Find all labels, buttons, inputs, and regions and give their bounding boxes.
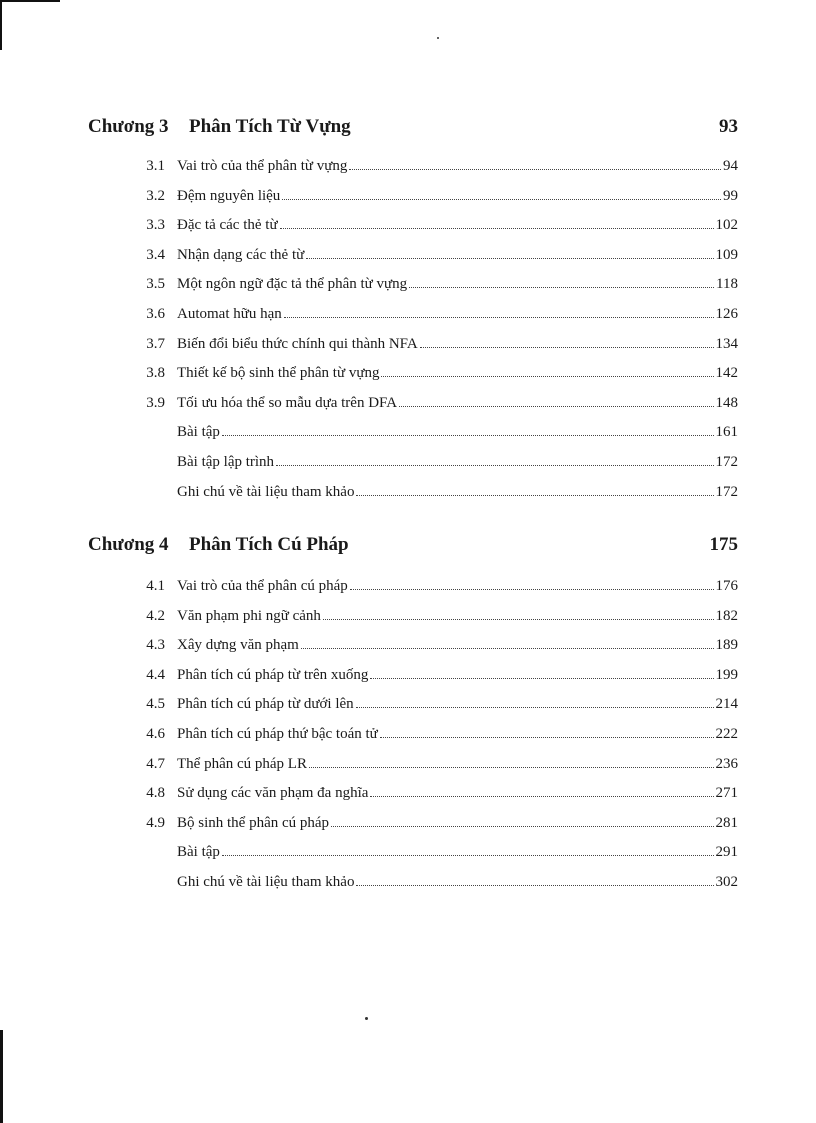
entry-number: 4.7: [146, 755, 165, 772]
dot-leader: [282, 199, 721, 200]
entry-title: Vai trò của thể phân từ vựng: [177, 158, 348, 174]
entry-page-number: 199: [715, 666, 738, 683]
entry-title: Phân tích cú pháp thứ bậc toán tử: [177, 725, 378, 742]
dot-leader: [309, 767, 714, 768]
entry-number: 3.8: [146, 365, 165, 382]
dot-leader: [356, 495, 713, 496]
entry-page-number: 176: [715, 578, 738, 594]
entry-title: Ghi chú về tài liệu tham khảo: [177, 873, 355, 890]
entry-title: Đặc tả các thẻ từ: [177, 217, 278, 234]
entry-page-number: 134: [715, 335, 738, 352]
entry-page-number: 126: [715, 305, 738, 322]
toc-entry-list: [88, 158, 738, 513]
chapter-title: Phân Tích Cú Pháp: [189, 534, 349, 555]
entry-title: Bộ sinh thể phân cú pháp: [177, 814, 330, 831]
entry-page-number: 172: [715, 453, 738, 470]
dot-leader: [276, 465, 713, 466]
entry-page-number: 189: [715, 637, 738, 654]
entry-title: Đệm nguyên liệu: [177, 187, 281, 204]
entry-page-number: 281: [715, 814, 738, 831]
entry-page-number: 291: [715, 844, 738, 861]
dot-leader: [420, 347, 714, 348]
toc-entry[interactable]: [88, 336, 738, 366]
entry-page-number: 102: [715, 217, 738, 234]
entry-page-number: 222: [715, 725, 738, 742]
dot-leader: [222, 855, 714, 856]
scan-edge-top: [0, 0, 60, 2]
dot-leader: [349, 169, 721, 170]
dot-leader: [409, 287, 714, 288]
dot-leader: [399, 406, 713, 407]
entry-number: 3.6: [146, 305, 165, 322]
toc-entry[interactable]: [88, 844, 738, 874]
entry-page-number: 118: [716, 276, 738, 293]
entry-number: 3.4: [146, 246, 165, 263]
entry-title: Vai trò của thể phân cú pháp: [177, 578, 348, 594]
toc-entry[interactable]: [88, 637, 738, 667]
chapter-page-number: 93: [719, 116, 738, 137]
entry-page-number: 148: [715, 394, 738, 411]
entry-title: Bài tập: [177, 844, 220, 861]
toc-entry-list: [88, 578, 738, 904]
entry-title: Bài tập: [177, 424, 220, 441]
dot-leader: [381, 376, 713, 377]
entry-number: 3.7: [146, 335, 165, 352]
entry-number: 3.3: [146, 217, 165, 234]
chapter-label: Chương 4: [88, 534, 169, 555]
toc-entry[interactable]: [88, 276, 738, 306]
entry-number: 4.8: [146, 785, 165, 802]
entry-number: 3.1: [146, 158, 165, 174]
toc-entry[interactable]: [88, 395, 738, 425]
chapter-3-section: [88, 116, 738, 513]
entry-title: Bài tập lập trình: [177, 453, 275, 470]
toc-entry[interactable]: [88, 188, 738, 218]
dot-leader: [356, 885, 713, 886]
toc-entry[interactable]: [88, 667, 738, 697]
entry-number: 4.2: [146, 607, 165, 624]
entry-number: 4.5: [146, 696, 165, 713]
dot-leader: [380, 737, 714, 738]
toc-entry[interactable]: [88, 608, 738, 638]
dot-leader: [370, 678, 713, 679]
dot-leader: [301, 648, 714, 649]
entry-title: Sử dụng các văn phạm đa nghĩa: [177, 785, 369, 802]
entry-title: Xây dựng văn phạm: [177, 637, 299, 654]
entry-page-number: 142: [715, 365, 738, 382]
toc-entry[interactable]: [88, 217, 738, 247]
entry-page-number: 302: [715, 873, 738, 890]
scan-edge-left-top: [0, 0, 2, 50]
dot-leader: [280, 228, 714, 229]
toc-entry[interactable]: [88, 756, 738, 786]
entry-title: Một ngôn ngữ đặc tả thể phân từ vựng: [177, 276, 408, 293]
toc-entry[interactable]: [88, 815, 738, 845]
dot-leader: [306, 258, 713, 259]
entry-title: Nhận dạng các thẻ từ: [177, 246, 305, 263]
entry-number: 4.9: [146, 814, 165, 831]
chapter-title: Phân Tích Từ Vựng: [189, 116, 351, 137]
toc-entry[interactable]: [88, 578, 738, 608]
dot-leader: [356, 707, 714, 708]
dot-leader: [284, 317, 714, 318]
toc-entry[interactable]: [88, 158, 738, 188]
entry-page-number: 172: [715, 483, 738, 500]
entry-page-number: 109: [715, 246, 738, 263]
toc-entry[interactable]: [88, 874, 738, 904]
entry-page-number: 236: [715, 755, 738, 772]
entry-title: Thiết kế bộ sinh thể phân từ vựng: [177, 365, 380, 382]
entry-number: 4.1: [146, 578, 165, 594]
toc-entry[interactable]: [88, 696, 738, 726]
entry-number: 4.4: [146, 666, 165, 683]
entry-number: 3.9: [146, 394, 165, 411]
entry-title: Automat hữu hạn: [177, 305, 282, 322]
entry-number: 3.2: [146, 187, 165, 204]
chapter-page-number: 175: [709, 534, 738, 555]
toc-entry[interactable]: [88, 247, 738, 277]
chapter-4-section: [88, 534, 738, 904]
entry-page-number: 99: [723, 187, 738, 204]
entry-title: Ghi chú về tài liệu tham khảo: [177, 483, 355, 500]
toc-entry[interactable]: [88, 454, 738, 484]
toc-entry[interactable]: [88, 484, 738, 514]
entry-page-number: 214: [715, 696, 738, 713]
dot-leader: [370, 796, 713, 797]
entry-page-number: 161: [715, 424, 738, 441]
entry-number: 3.5: [146, 276, 165, 293]
entry-page-number: 182: [715, 607, 738, 624]
chapter-header: [88, 534, 738, 564]
toc-entry[interactable]: [88, 726, 738, 756]
toc-entry[interactable]: [88, 424, 738, 454]
entry-page-number: 94: [723, 158, 738, 174]
toc-entry[interactable]: [88, 365, 738, 395]
entry-number: 4.6: [146, 725, 165, 742]
entry-title: Tối ưu hóa thể so mẫu dựa trên DFA: [177, 394, 398, 411]
dot-leader: [323, 619, 714, 620]
dot-leader: [331, 826, 713, 827]
entry-title: Biến đổi biểu thức chính qui thành NFA: [177, 335, 418, 352]
chapter-header: [88, 116, 738, 146]
scan-speck: [437, 37, 439, 39]
entry-title: Văn phạm phi ngữ cảnh: [177, 607, 321, 624]
dot-leader: [222, 435, 714, 436]
entry-page-number: 271: [715, 785, 738, 802]
scan-edge-left-bottom: [0, 1030, 3, 1123]
chapter-label: Chương 3: [88, 116, 169, 137]
entry-title: Phân tích cú pháp từ trên xuống: [177, 666, 369, 683]
entry-title: Thể phân cú pháp LR: [177, 755, 307, 772]
entry-title: Phân tích cú pháp từ dưới lên: [177, 696, 354, 713]
scan-speck: [365, 1017, 368, 1020]
dot-leader: [350, 589, 714, 590]
entry-number: 4.3: [146, 637, 165, 654]
toc-entry[interactable]: [88, 306, 738, 336]
toc-entry[interactable]: [88, 785, 738, 815]
